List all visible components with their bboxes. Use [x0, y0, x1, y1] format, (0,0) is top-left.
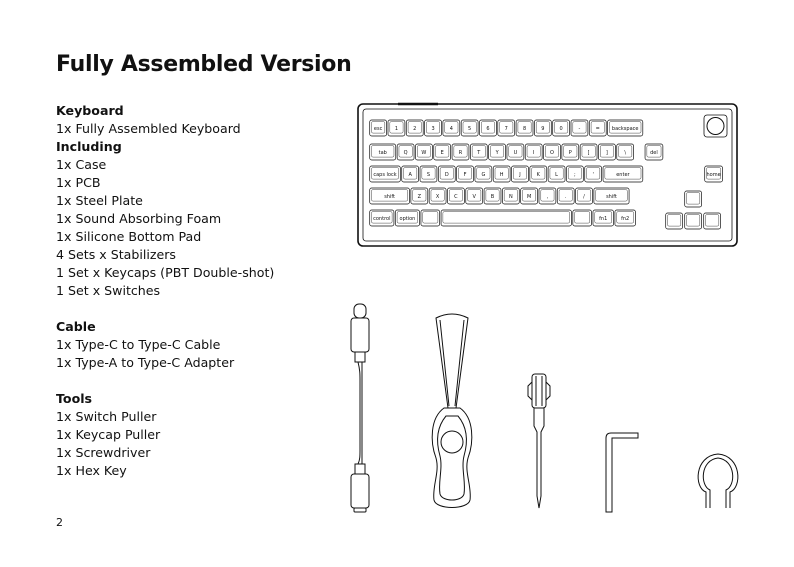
key-row1-2-label: 3	[431, 126, 435, 132]
key-command-right-top	[575, 212, 590, 224]
key-row4-4-label: B	[490, 194, 495, 200]
key-row3-9-label: ;	[574, 172, 576, 178]
key-row1-4-label: 5	[468, 126, 472, 132]
list-item: 1x Silicone Bottom Pad	[56, 229, 202, 244]
key-row4-7-label: ,	[546, 194, 549, 200]
key-home-label: home	[706, 172, 721, 178]
key-row3-7-label: K	[536, 172, 540, 178]
key-row4-9-label: /	[583, 194, 585, 200]
list-item: Including	[56, 139, 122, 154]
key-row2-9-label: P	[568, 150, 572, 156]
keycap-puller-icon	[426, 310, 478, 515]
list-item: 1x Case	[56, 157, 107, 172]
key-row2-6-label: U	[513, 150, 518, 156]
switch-opener-icon	[690, 448, 746, 516]
key-row1-7-label: 8	[522, 126, 527, 132]
list-item: 1x PCB	[56, 175, 101, 190]
key-del-label: del	[650, 150, 658, 156]
key-row1-3-label: 4	[449, 126, 453, 132]
key-space-top	[443, 212, 570, 224]
knob-icon	[704, 115, 727, 137]
hex-key-icon	[598, 428, 644, 516]
keyboard-keys	[370, 120, 723, 229]
key-row2-10-label: [	[587, 150, 590, 156]
key-row1-1-label: 2	[413, 126, 417, 132]
key-command-left-top	[423, 212, 438, 224]
key-row2-8-label: O	[550, 150, 554, 156]
key-row3-8-label: L	[555, 172, 558, 178]
list-item: 1x Fully Assembled Keyboard	[56, 121, 241, 136]
list-item: 4 Sets x Stabilizers	[56, 247, 176, 262]
key-row4-2-label: C	[454, 194, 458, 200]
section-heading-tools: Tools	[56, 391, 93, 406]
list-item: 1x Sound Absorbing Foam	[56, 211, 222, 226]
key-fn1-label: fn1	[599, 216, 608, 222]
key-row1-0-label: 1	[394, 126, 399, 132]
key-row2-0-label: Q	[403, 150, 408, 156]
key-row3-3-label: F	[463, 172, 467, 178]
key-row3-0-label: A	[408, 172, 412, 178]
key-row1-9-label: 0	[559, 126, 563, 132]
key-row2-12-label: \	[624, 150, 627, 156]
list-item: 1 Set x Keycaps (PBT Double-shot)	[56, 265, 275, 280]
key-row2-5-label: Y	[495, 150, 499, 156]
key-row2-11-label: ]	[605, 150, 608, 156]
key-arrow-right-top	[706, 215, 719, 227]
list-item: 1x Steel Plate	[56, 193, 143, 208]
key-tab-label: tab	[378, 150, 387, 156]
key-backspace-label: backspace	[611, 126, 639, 132]
key-row3-2-label: D	[444, 172, 449, 178]
key-row4-3-label: V	[472, 194, 476, 200]
switch-puller-icon	[524, 368, 554, 516]
type-c-cable-icon	[340, 300, 380, 515]
page-number: 2	[56, 516, 63, 529]
key-row3-4-label: G	[481, 172, 486, 178]
key-fn2-label: fn2	[621, 216, 630, 222]
key-row3-5-label: H	[499, 172, 504, 178]
list-item: 1x Switch Puller	[56, 409, 157, 424]
key-row3-1-label: S	[426, 172, 431, 178]
key-esc-label: esc	[373, 126, 383, 132]
key-option-label: option	[399, 216, 416, 222]
key-row2-2-label: E	[440, 150, 444, 156]
key-row2-3-label: R	[458, 150, 463, 156]
key-row2-1-label: W	[421, 150, 427, 156]
key-left-shift-label: shift	[384, 194, 395, 200]
list-item: 1x Type-C to Type-C Cable	[56, 337, 221, 352]
key-arrow-left-top	[668, 215, 681, 227]
list-item: 1 Set x Switches	[56, 283, 161, 298]
list-item: 1x Keycap Puller	[56, 427, 161, 442]
key-row1-5-label: 6	[486, 126, 490, 132]
section-heading-keyboard: Keyboard	[56, 103, 124, 118]
key-row1-6-label: 7	[504, 126, 508, 132]
key-arrow-up-top	[687, 193, 700, 205]
key-row3-10-label: '	[592, 172, 594, 178]
key-row4-1-label: X	[435, 194, 440, 200]
key-row4-8-label: .	[564, 194, 567, 200]
key-row1-11-label: =	[595, 126, 600, 132]
key-row2-7-label: I	[532, 150, 535, 156]
key-caps-lock-label: caps lock	[373, 172, 397, 178]
key-row1-10-label: -	[578, 126, 581, 132]
key-right-shift-label: shift	[606, 194, 617, 200]
key-arrow-down-top	[687, 215, 700, 227]
key-row4-6-label: M	[526, 194, 532, 200]
key-row3-6-label: J	[519, 172, 521, 178]
list-item: 1x Hex Key	[56, 463, 127, 478]
key-row4-5-label: N	[508, 194, 513, 200]
page-title: Fully Assembled Version	[56, 52, 352, 77]
section-heading-cable: Cable	[56, 319, 96, 334]
key-enter-label: enter	[616, 172, 630, 178]
list-item: 1x Type-A to Type-C Adapter	[56, 355, 235, 370]
key-row2-4-label: T	[477, 150, 481, 156]
key-row4-0-label: Z	[417, 194, 422, 200]
list-item: 1x Screwdriver	[56, 445, 151, 460]
key-control-label: control	[373, 216, 391, 222]
key-row1-8-label: 9	[541, 126, 545, 132]
